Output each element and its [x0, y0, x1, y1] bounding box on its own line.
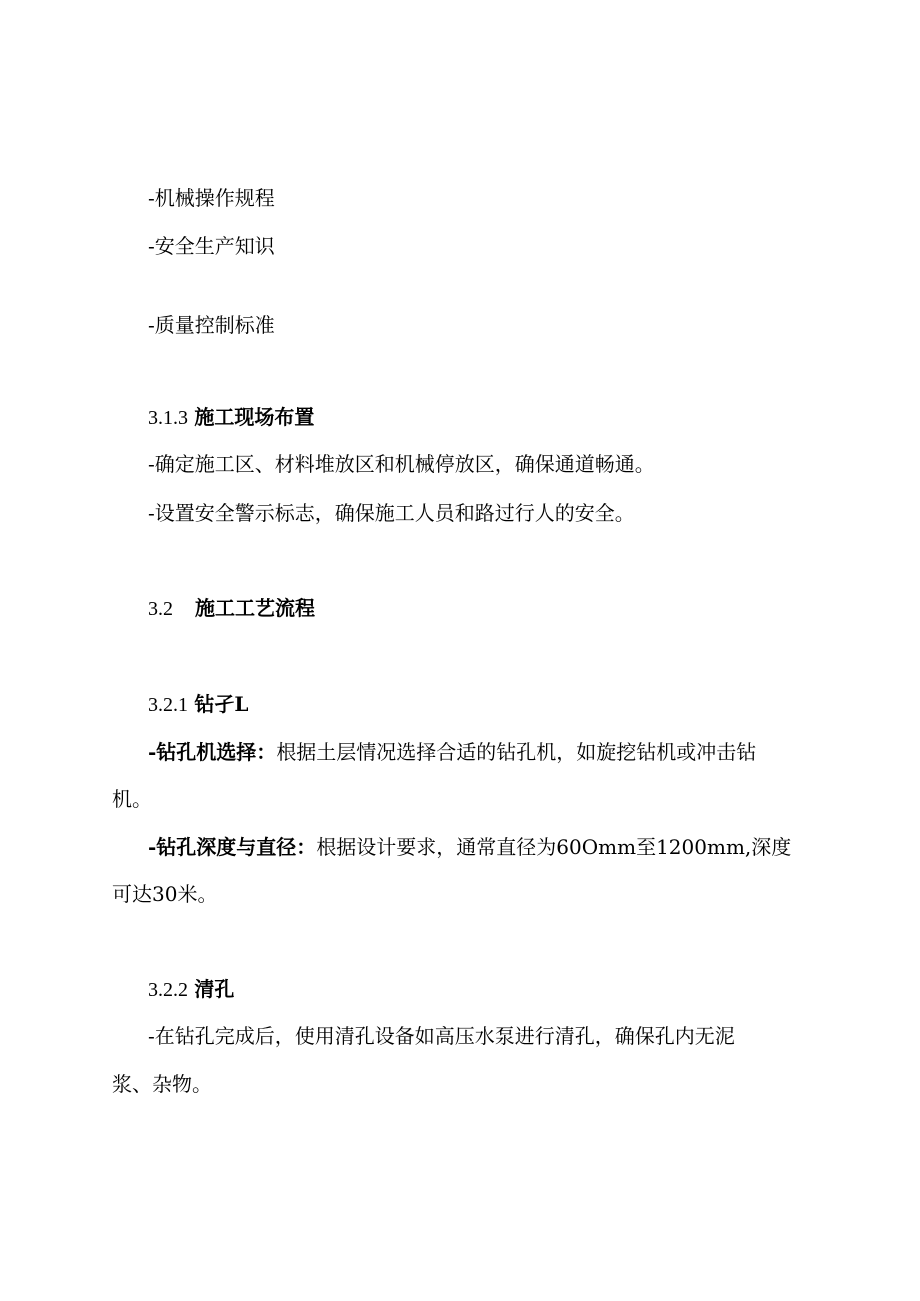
item-label: -钻孔机选择： — [148, 740, 277, 764]
list-item-machine-operation: -机械操作规程 — [148, 186, 275, 210]
heading-title: 施工工艺流程 — [195, 596, 315, 620]
list-item-hole-cleaning: -在钻孔完成后，使用清孔设备如高压水泵进行清孔，确保孔内无泥 — [148, 1024, 735, 1048]
heading-3-1-3 — [148, 405, 314, 430]
heading-3-2-1 — [148, 692, 248, 717]
list-item-hole-cleaning-continued: 浆、杂物。 — [112, 1072, 212, 1096]
heading-number: 3.2.2 — [148, 979, 188, 1001]
list-item-site-zones: -确定施工区、材料堆放区和机械停放区，确保通道畅通。 — [148, 452, 655, 476]
heading-3-2-2 — [148, 977, 234, 1002]
item-text: 根据设计要求，通常直径为60Omm至1200mm,深度 — [316, 835, 792, 859]
list-item-drill-selection — [148, 740, 756, 764]
heading-title: 钻孑L — [194, 692, 249, 716]
heading-number: 3.2.1 — [148, 694, 188, 716]
item-label: -钻孔深度与直径： — [148, 835, 317, 859]
list-item-safety-knowledge: -安全生产知识 — [148, 234, 275, 258]
list-item-drill-selection-continued: 机。 — [112, 787, 152, 811]
item-text: 根据土层情况选择合适的钻孔机，如旋挖钻机或冲击钻 — [276, 740, 757, 764]
list-item-quality-standard: -质量控制标准 — [148, 313, 275, 337]
heading-number: 3.2 — [148, 598, 173, 620]
heading-number: 3.1.3 — [148, 407, 188, 429]
heading-title: 清孔 — [194, 977, 235, 1001]
heading-3-2 — [148, 596, 315, 621]
list-item-drill-depth-continued: 可达30米。 — [112, 882, 218, 906]
heading-title: 施工现场布置 — [194, 405, 315, 429]
list-item-safety-signs: -设置安全警示标志，确保施工人员和路过行人的安全。 — [148, 501, 635, 525]
list-item-drill-depth — [148, 835, 791, 859]
